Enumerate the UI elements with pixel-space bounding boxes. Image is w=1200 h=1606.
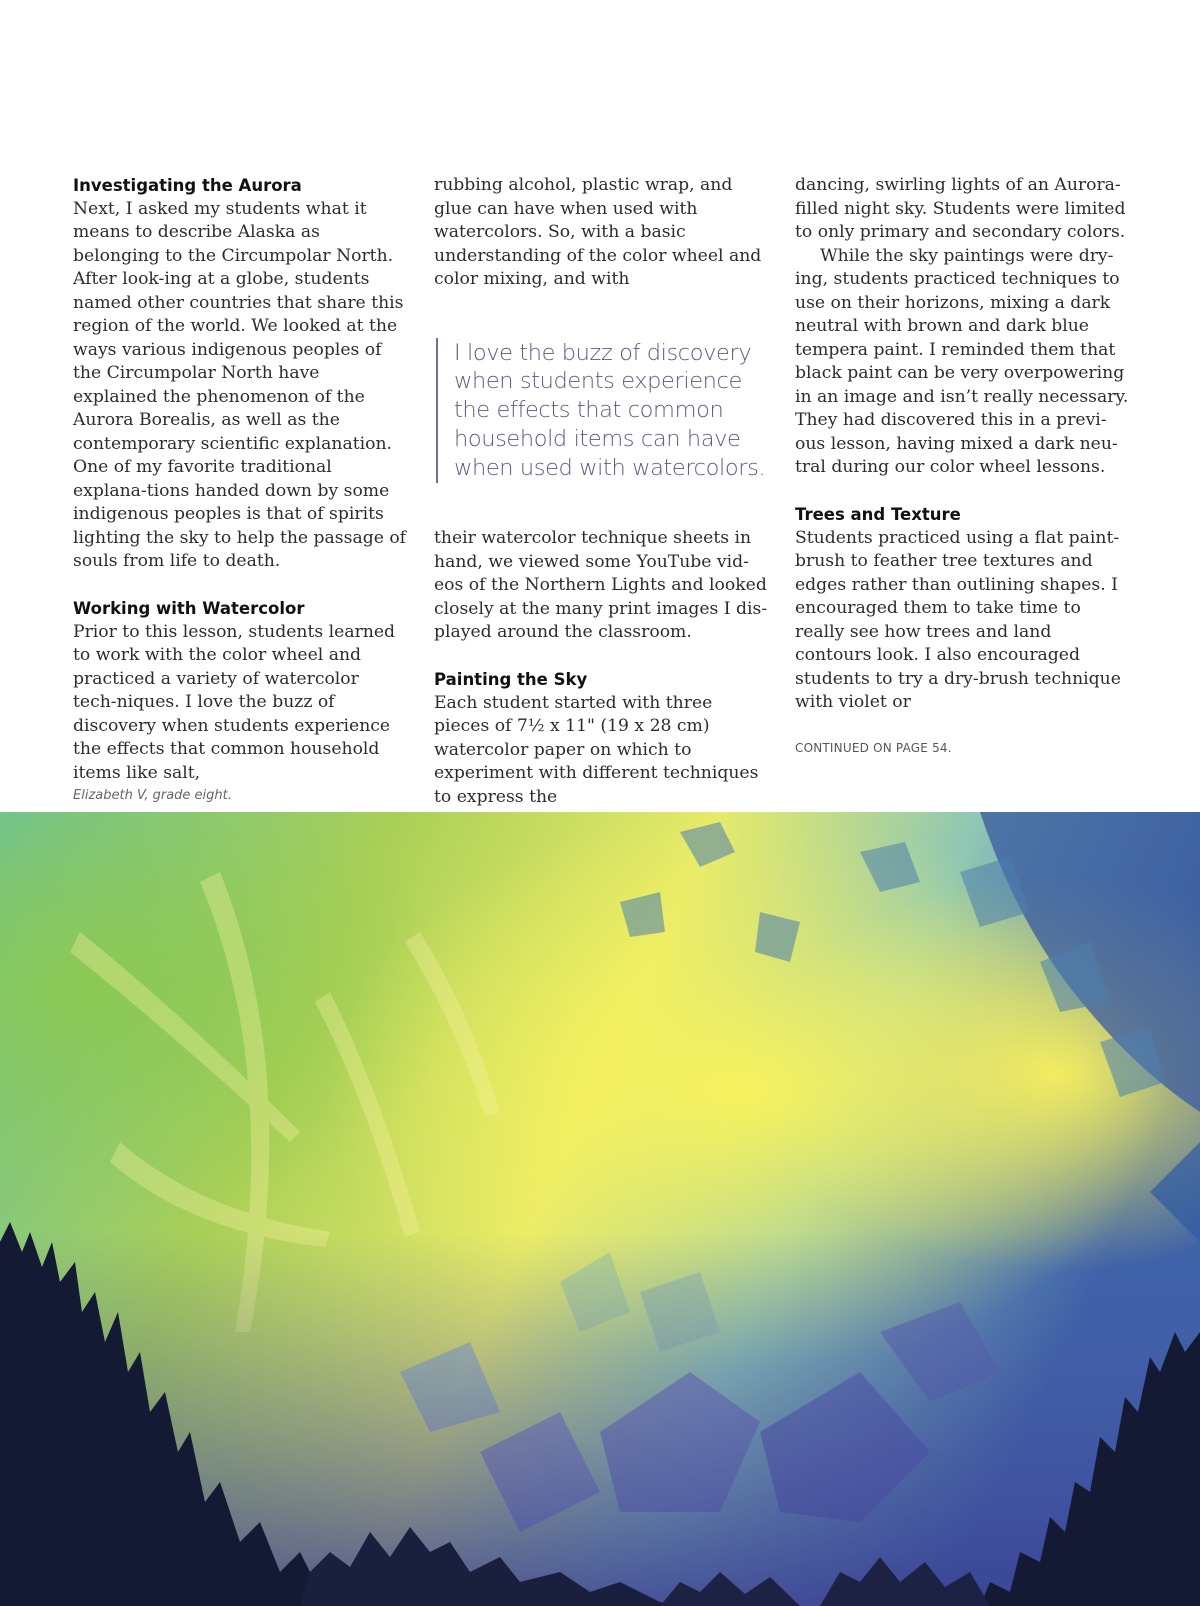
continued-note: CONTINUED ON PAGE 54. (795, 740, 952, 755)
pull-quote: I love the buzz of discovery when students experience the effects that common household items can have when used with watercolors. (436, 338, 770, 484)
body-paragraph: rubbing alcohol, plastic wrap, and glue can have when used with watercolors. So, with a basic understanding of the color wheel and color mixing, and with (434, 175, 762, 289)
column-2 (434, 174, 770, 809)
section-heading-watercolor: Working with Watercolor (73, 599, 305, 618)
aurora-watercolor-painting (0, 812, 1200, 1606)
body-paragraph: While the sky paintings were dry-ing, students practiced techniques to use on their horizons, mixing a dark neutral with brown and dark blue tempera paint. I reminded them that black paint can be very overpowering in an image and isn’t really necessary. They had discovered this in a previ-ous lesson, having mixed a dark neu-tral during our color wheel lessons. (795, 245, 1129, 477)
column-3 (795, 174, 1131, 755)
section-heading-investigating: Investigating the Aurora (73, 176, 302, 195)
body-paragraph: Each student started with three pieces of 7½ x 11" (19 x 28 cm) watercolor paper on which to experiment with different techniques to express the (434, 692, 759, 807)
section-heading-trees-texture: Trees and Texture (795, 505, 961, 524)
body-paragraph: Students practiced using a flat paint-brush to feather tree textures and edges rather than outlining shapes. I encouraged them to take time to really see how trees and land contours look. I also encouraged students to try a dry-brush technique with violet or (795, 527, 1121, 712)
body-paragraph: Next, I asked my students what it means to describe Alaska as belonging to the Circumpolar North. After look-ing at a globe, students named other countries that share this region of the world. We looked at the ways various indigenous peoples of the Circumpolar North have explained the phenomenon of the Aurora Borealis, as well as the contemporary scientific explanation. One of my favorite traditional explana-tions handed down by some indigenous peoples is that of spirits lighting the sky to help the passage of souls from life to death. (73, 198, 407, 571)
column-1 (73, 174, 407, 785)
body-paragraph: dancing, swirling lights of an Aurora-filled night sky. Students were limited to only primary and secondary colors. (795, 175, 1126, 242)
body-paragraph: Prior to this lesson, students learned to work with the color wheel and practiced a variety of watercolor tech-niques. I love the buzz of discovery when students experience the effects that common household items like salt, (73, 621, 396, 783)
body-paragraph: their watercolor technique sheets in hand, we viewed some YouTube vid-eos of the Northern Lights and looked closely at the many print images I dis-played around the classroom. (434, 528, 768, 643)
section-heading-painting-sky: Painting the Sky (434, 670, 588, 690)
artwork-caption: Elizabeth V, grade eight. (73, 788, 232, 803)
